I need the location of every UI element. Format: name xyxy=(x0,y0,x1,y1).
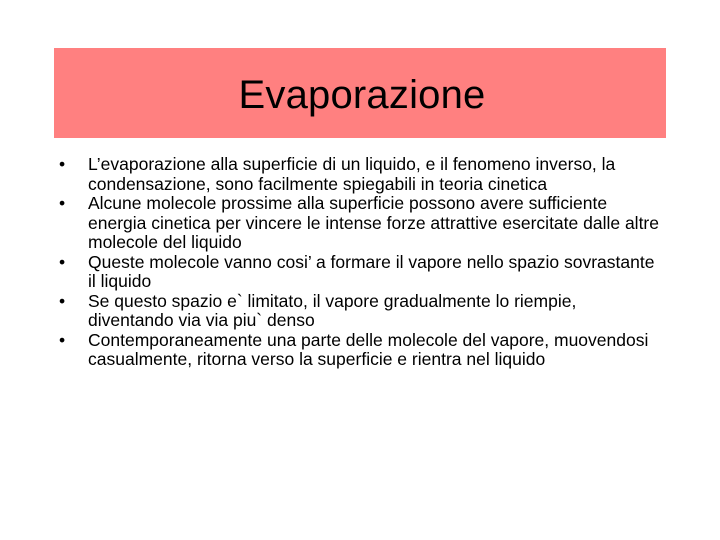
bullet-marker: • xyxy=(59,154,66,174)
bullet-item xyxy=(54,253,664,292)
bullet-marker: • xyxy=(59,329,66,350)
title-banner xyxy=(54,48,666,138)
bullet-item xyxy=(54,194,664,253)
bullet-item xyxy=(54,155,664,194)
bullet-marker: • xyxy=(59,290,66,311)
bullet-text: L’evaporazione alla superficie di un liquido, e il fenomeno inverso, la condensazione, sono facilmente spiegabili in teoria cinetica xyxy=(88,154,616,194)
bullet-item xyxy=(54,331,664,370)
bullet-text: Queste molecole vanno cosi’ a formare il vapore nello spazio sovrastante il liquido xyxy=(88,251,655,291)
bullet-text: Alcune molecole prossime alla superficie possono avere sufficiente energia cinetica per vincere le intense forze attrattive esercitate dalle altre molecole del liquido xyxy=(88,193,659,252)
bullet-marker: • xyxy=(59,193,66,213)
bullet-list xyxy=(54,155,664,370)
bullet-marker: • xyxy=(59,251,66,272)
bullet-text: Se questo spazio e` limitato, il vapore gradualmente lo riempie, diventando via via piu` denso xyxy=(88,290,577,330)
slide-title: Evaporazione xyxy=(238,72,486,117)
bullet-item xyxy=(54,292,664,331)
bullet-text: Contemporaneamente una parte delle molecole del vapore, muovendosi casualmente, ritorna verso la superficie e rientra nel liquido xyxy=(88,329,649,369)
